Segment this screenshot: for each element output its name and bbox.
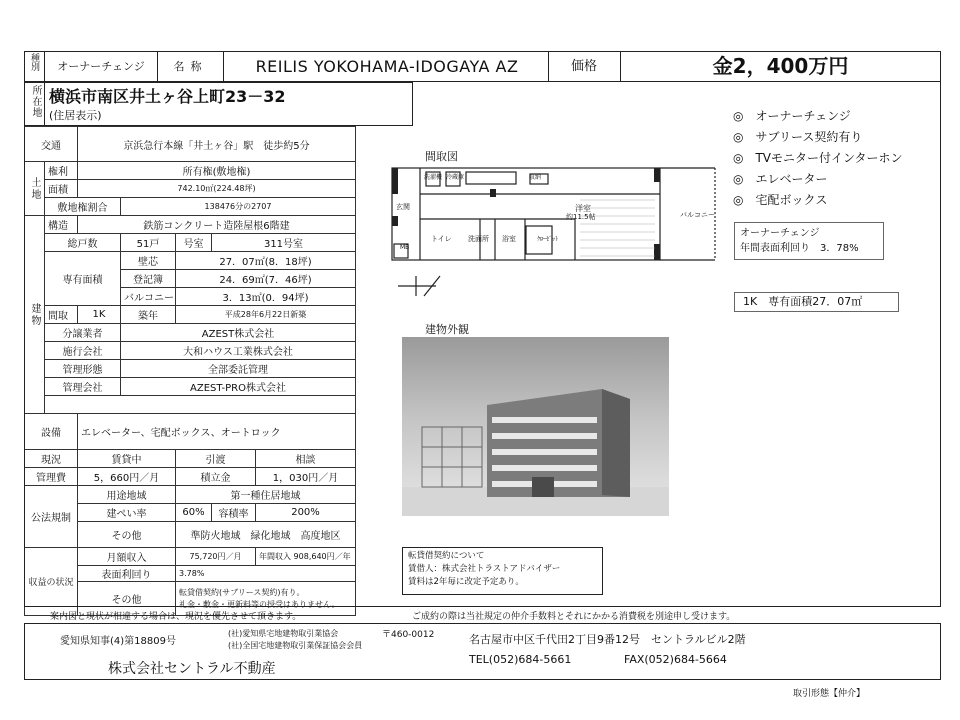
company-address: 名古屋市中区千代田2丁目9番12号 セントラルビル2階 (469, 633, 746, 646)
land-area-value: 742.10㎡(224.48坪) (78, 180, 356, 198)
mgmt-form-label: 管理形態 (45, 360, 121, 378)
feature-elevator: ◎ エレベーター (733, 172, 828, 186)
fees-value: 5，660円／月 (78, 468, 176, 486)
status-label: 現況 (25, 450, 78, 468)
zone-value: 第一種住居地域 (176, 486, 356, 504)
features-list (733, 106, 933, 211)
type-value: オーナーチェンジ (57, 60, 145, 73)
room-toilet: トイレ (431, 235, 452, 243)
address-value: 横浜市南区井土ヶ谷上町23－32 (49, 87, 286, 106)
structure-label: 構造 (45, 216, 78, 234)
info-box-yield-line2: 年間表面利回り 3．78% (740, 243, 859, 254)
yield-value: 3.78% (176, 566, 356, 582)
price-value: 金2，400万円 (712, 54, 849, 78)
monthly-label: 月額収入 (78, 548, 176, 566)
far-label: 容積率 (212, 504, 256, 522)
price-label: 価格 (570, 59, 597, 74)
mgmt-co-label: 管理会社 (45, 378, 121, 396)
income-label: 収益の状況 (25, 548, 78, 616)
room-western-size: 約11.5帖 (566, 213, 596, 221)
handover-label: 引渡 (176, 450, 256, 468)
layout-label: 間取 (45, 306, 78, 324)
balcony-label: バルコニー (121, 288, 176, 306)
association-2: (社)全国宅地建物取引業保証協会会員 (228, 641, 363, 650)
seller-value: AZEST株式会社 (121, 324, 356, 342)
income-other-line2: 礼金・敷金・更新料等の授受はありません。 (179, 599, 340, 609)
builder-label: 施行会社 (45, 342, 121, 360)
note-right: ご成約の際は当社規定の仲介手数料とそれにかかる消費税を別途申し受けます。 (412, 612, 736, 622)
postal-code: 〒460-0012 (382, 630, 435, 640)
feature-owner-change: ◎ オーナーチェンジ (733, 109, 851, 123)
building-label: 建物 (25, 216, 45, 414)
room-fridge: 冷蔵庫 (446, 174, 465, 181)
license-number: 愛知県知事(4)第18809号 (60, 636, 176, 647)
regulations-label: 公法規制 (25, 486, 78, 548)
fees-label: 管理費 (25, 468, 78, 486)
wall-label: 壁芯 (121, 252, 176, 270)
north-arrow-icon (396, 272, 444, 300)
annual-label: 年間収入 (259, 552, 291, 561)
building-illustration (402, 337, 669, 516)
deal-type: 取引形態【仲介】 (793, 689, 866, 699)
info-box-area (734, 292, 899, 312)
age-label: 築年 (121, 306, 176, 324)
company-tel: TEL(052)684-5661 (469, 653, 572, 666)
floorplan-title: 間取図 (425, 150, 458, 163)
type-label: 種別 (29, 53, 39, 71)
room-closet: ｸﾛｰｾﾞｯﾄ (537, 236, 559, 243)
info-box-yield-line1: オーナーチェンジ (740, 228, 820, 239)
room-bath: 浴室 (502, 235, 516, 243)
room-balcony: バルコニー (680, 211, 715, 219)
room-washer: 洗濯機 (424, 174, 443, 181)
divider (223, 51, 224, 82)
property-table (24, 126, 356, 616)
room-washroom: 洗面所 (468, 235, 489, 243)
divider (44, 51, 45, 82)
address-note: (住居表示) (49, 109, 102, 122)
room-entrance: 玄関 (396, 203, 410, 211)
land-label: 土地 (25, 162, 45, 216)
land-rights-label: 権利 (45, 162, 78, 180)
sublease-line2: 賃借人：株式会社トラストアドバイザー (408, 564, 561, 574)
balcony-value: 3．13㎡(0．94坪) (176, 288, 356, 306)
wall-value: 27．07㎡(8．18坪) (176, 252, 356, 270)
structure-value: 鉄筋コンクリート造陸屋根6階建 (78, 216, 356, 234)
name-label: 名称 (173, 60, 208, 73)
sublease-box (402, 547, 603, 595)
land-ratio-value: 138476分の2707 (121, 198, 356, 216)
monthly-value: 75,720円／月 (176, 548, 256, 566)
income-other-line1: 転貸借契約(サブリース契約)有り。 (179, 587, 305, 597)
address-label: 所在地 (30, 85, 41, 118)
reg-other-value: 準防火地域 緑化地域 高度地区 (176, 522, 356, 548)
equipment-label: 設備 (25, 414, 78, 450)
annual-cell (256, 548, 356, 566)
feature-intercom: ◎ TVモニター付インターホン (733, 151, 903, 165)
builder-value: 大和ハウス工業株式会社 (121, 342, 356, 360)
sublease-line3: 賃料は2年毎に改定予定あり。 (408, 577, 524, 587)
mgmt-form-value: 全部委託管理 (121, 360, 356, 378)
company-fax: FAX(052)684-5664 (624, 653, 727, 666)
equipment-value: エレベーター、宅配ボックス、オートロック (78, 414, 356, 450)
sublease-line1: 転貸借契約について (408, 551, 485, 561)
total-units-label: 総戸数 (45, 234, 121, 252)
room-value: 311号室 (212, 234, 356, 252)
exclusive-area-label: 専有面積 (45, 252, 121, 306)
exterior-title: 建物外観 (425, 323, 469, 336)
layout-value: 1K (78, 306, 121, 324)
reserve-value: 1，030円／月 (256, 468, 356, 486)
room-western: 洋室 (575, 204, 591, 213)
registry-value: 24．69㎡(7．46坪) (176, 270, 356, 288)
room-storage: 収納 (529, 174, 542, 181)
land-area-label: 面積 (45, 180, 78, 198)
coverage-label: 建ぺい率 (78, 504, 176, 522)
company-name: 株式会社セントラル不動産 (108, 661, 276, 677)
income-other-label: その他 (78, 582, 176, 616)
room-label: 号室 (176, 234, 212, 252)
info-box-area-text: 1K 専有面積27．07㎡ (743, 295, 863, 308)
land-rights-value: 所有権(敷地権) (78, 162, 356, 180)
age-value: 平成28年6月22日新築 (176, 306, 356, 324)
total-units-value: 51戸 (121, 234, 176, 252)
far-value: 200% (256, 504, 356, 522)
note-left: 案内図と現状が相違する場合は、現況を優先させて頂きます。 (50, 612, 302, 622)
yield-label: 表面利回り (78, 566, 176, 582)
coverage-value: 60% (176, 504, 212, 522)
registry-label: 登記簿 (121, 270, 176, 288)
association-1: (社)愛知県宅地建物取引業協会 (228, 629, 339, 638)
land-ratio-label: 敷地権割合 (45, 198, 121, 216)
annual-value: 908,640円／年 (293, 552, 351, 561)
reserve-label: 積立金 (176, 468, 256, 486)
spacer (45, 396, 356, 414)
property-name: REILIS YOKOHAMA-IDOGAYA AZ (255, 57, 519, 76)
handover-value: 相談 (256, 450, 356, 468)
divider (44, 82, 45, 126)
transport-label: 交通 (25, 127, 78, 162)
feature-sublease: ◎ サブリース契約有り (733, 130, 863, 144)
seller-label: 分譲業者 (45, 324, 121, 342)
building-exterior-image (402, 337, 669, 516)
room-mb: MB (400, 244, 410, 251)
transport-value: 京浜急行本線「井土ヶ谷」駅 徒歩約5分 (78, 127, 356, 162)
mgmt-co-value: AZEST-PRO株式会社 (121, 378, 356, 396)
zone-label: 用途地域 (78, 486, 176, 504)
reg-other-label: その他 (78, 522, 176, 548)
info-box-yield (734, 222, 884, 260)
status-value: 賃貸中 (78, 450, 176, 468)
feature-delivery-box: ◎ 宅配ボックス (733, 193, 828, 207)
